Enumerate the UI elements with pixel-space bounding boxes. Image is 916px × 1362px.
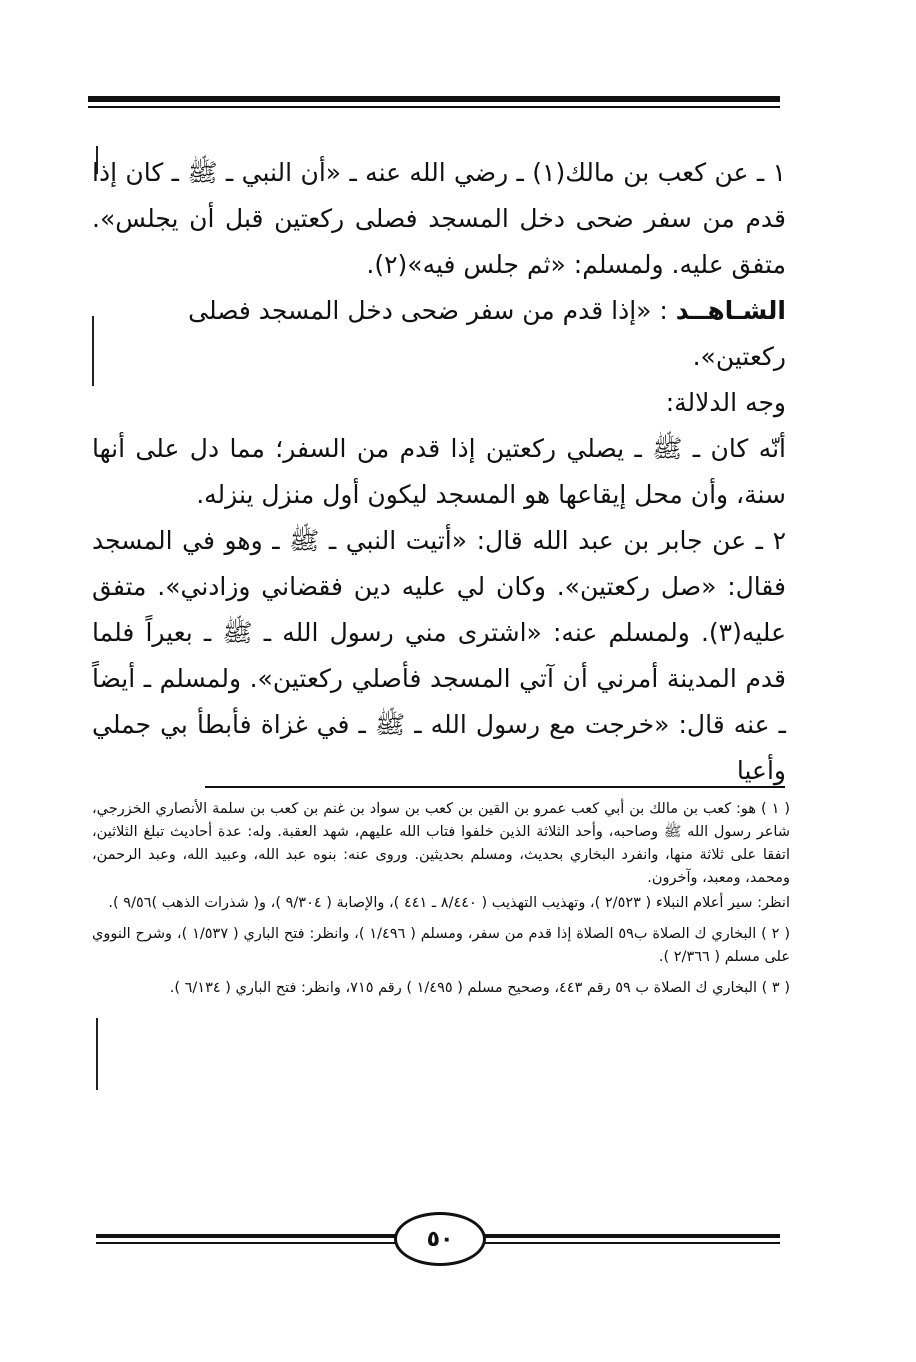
shahid-text: : «إذا قدم من سفر ضحى دخل المسجد فصلى	[188, 296, 668, 325]
header-rule-thin	[88, 106, 780, 108]
hadith-2-paragraph: ٢ ـ عن جابر بن عبد الله قال: «أتيت النبي ـ ﷺ ـ وهو في المسجد فقال: «صل ركعتين». وكان لي عليه دين فقضاني وزادني». متفق عليه(٣). ولمسلم عنه: «اشترى مني رسول الله ـ ﷺ ـ بعيراً فلما قدم المدينة أمرني أن آتي المسجد فأصلي ركعتين». ولمسلم ـ أيضاً ـ عنه قال: «خرجت مع رسول الله ـ ﷺ ـ في غزاة فأبطأ بي جملي وأعيا	[92, 526, 786, 785]
header-double-rule	[88, 96, 780, 110]
evidence-heading: وجه الدلالة:	[665, 388, 786, 417]
scan-margin-mark	[96, 1018, 98, 1090]
page-footer	[96, 1212, 780, 1268]
header-rule-thick	[88, 96, 780, 102]
page-number-badge: ٥٠	[394, 1212, 486, 1266]
footnote-3: ( ٣ ) البخاري ك الصلاة ب ٥٩ رقم ٤٤٣، وصحيح مسلم ( ١/٤٩٥ ) رقم ٧١٥، وانظر: فتح الباري ( ٦/١٣٤ ).	[169, 980, 790, 996]
shahid-continuation: ركعتين».	[692, 342, 786, 371]
evidence-paragraph: أنّه كان ـ ﷺ ـ يصلي ركعتين إذا قدم من السفر؛ مما دل على أنها سنة، وأن محل إيقاعها هو المسجد ليكون أول منزل ينزله.	[92, 434, 786, 509]
footnote-separator	[205, 786, 785, 788]
footnote-2: ( ٢ ) البخاري ك الصلاة ب٥٩ الصلاة إذا قدم من سفر، ومسلم ( ١/٤٩٦ )، وانظر: فتح الباري ( ١/٥٣٧ )، وشرح النووي على مسلم ( ٢/٣٦٦ ).	[92, 926, 790, 965]
main-body-text	[92, 150, 786, 794]
footnote-1: ( ١ ) هو: كعب بن مالك بن أبي كعب عمرو بن القين بن كعب بن سواد بن غنم بن كعب بن سلمة الأنصاري الخزرجي، شاعر رسول الله ﷺ وصاحبه، وأحد الثلاثة الذين خلفوا فتاب الله عليهم، شهد العقبة. وله: عدة أحاديث تبلغ الثلاثين، اتفقا على ثلاثة منها، وانفرد البخاري بحديث، ومسلم بحديثين. وروى عنه: بنوه عبد الله، وعبيد الله، وعبد الرحمن، ومحمد، ومعبد، وآخرون.	[92, 801, 790, 886]
shahid-label: الشـاهــد	[675, 296, 786, 325]
footnotes-block	[92, 798, 790, 1008]
hadith-1-paragraph: ١ ـ عن كعب بن مالك(١) ـ رضي الله عنه ـ «أن النبي ـ ﷺ ـ كان إذا قدم من سفر ضحى دخل المسجد فصلى ركعتين قبل أن يجلس». متفق عليه. ولمسلم: «ثم جلس فيه»(٢).	[92, 158, 786, 279]
shahid-paragraph	[92, 288, 786, 334]
footnote-1-references: انظر: سير أعلام النبلاء ( ٢/٥٢٣ )، وتهذيب التهذيب ( ٨/٤٤٠ ـ ٤٤١ )، والإصابة ( ٩/٣٠٤ )، و( شذرات الذهب )٩/٥٦ ).	[108, 895, 790, 911]
